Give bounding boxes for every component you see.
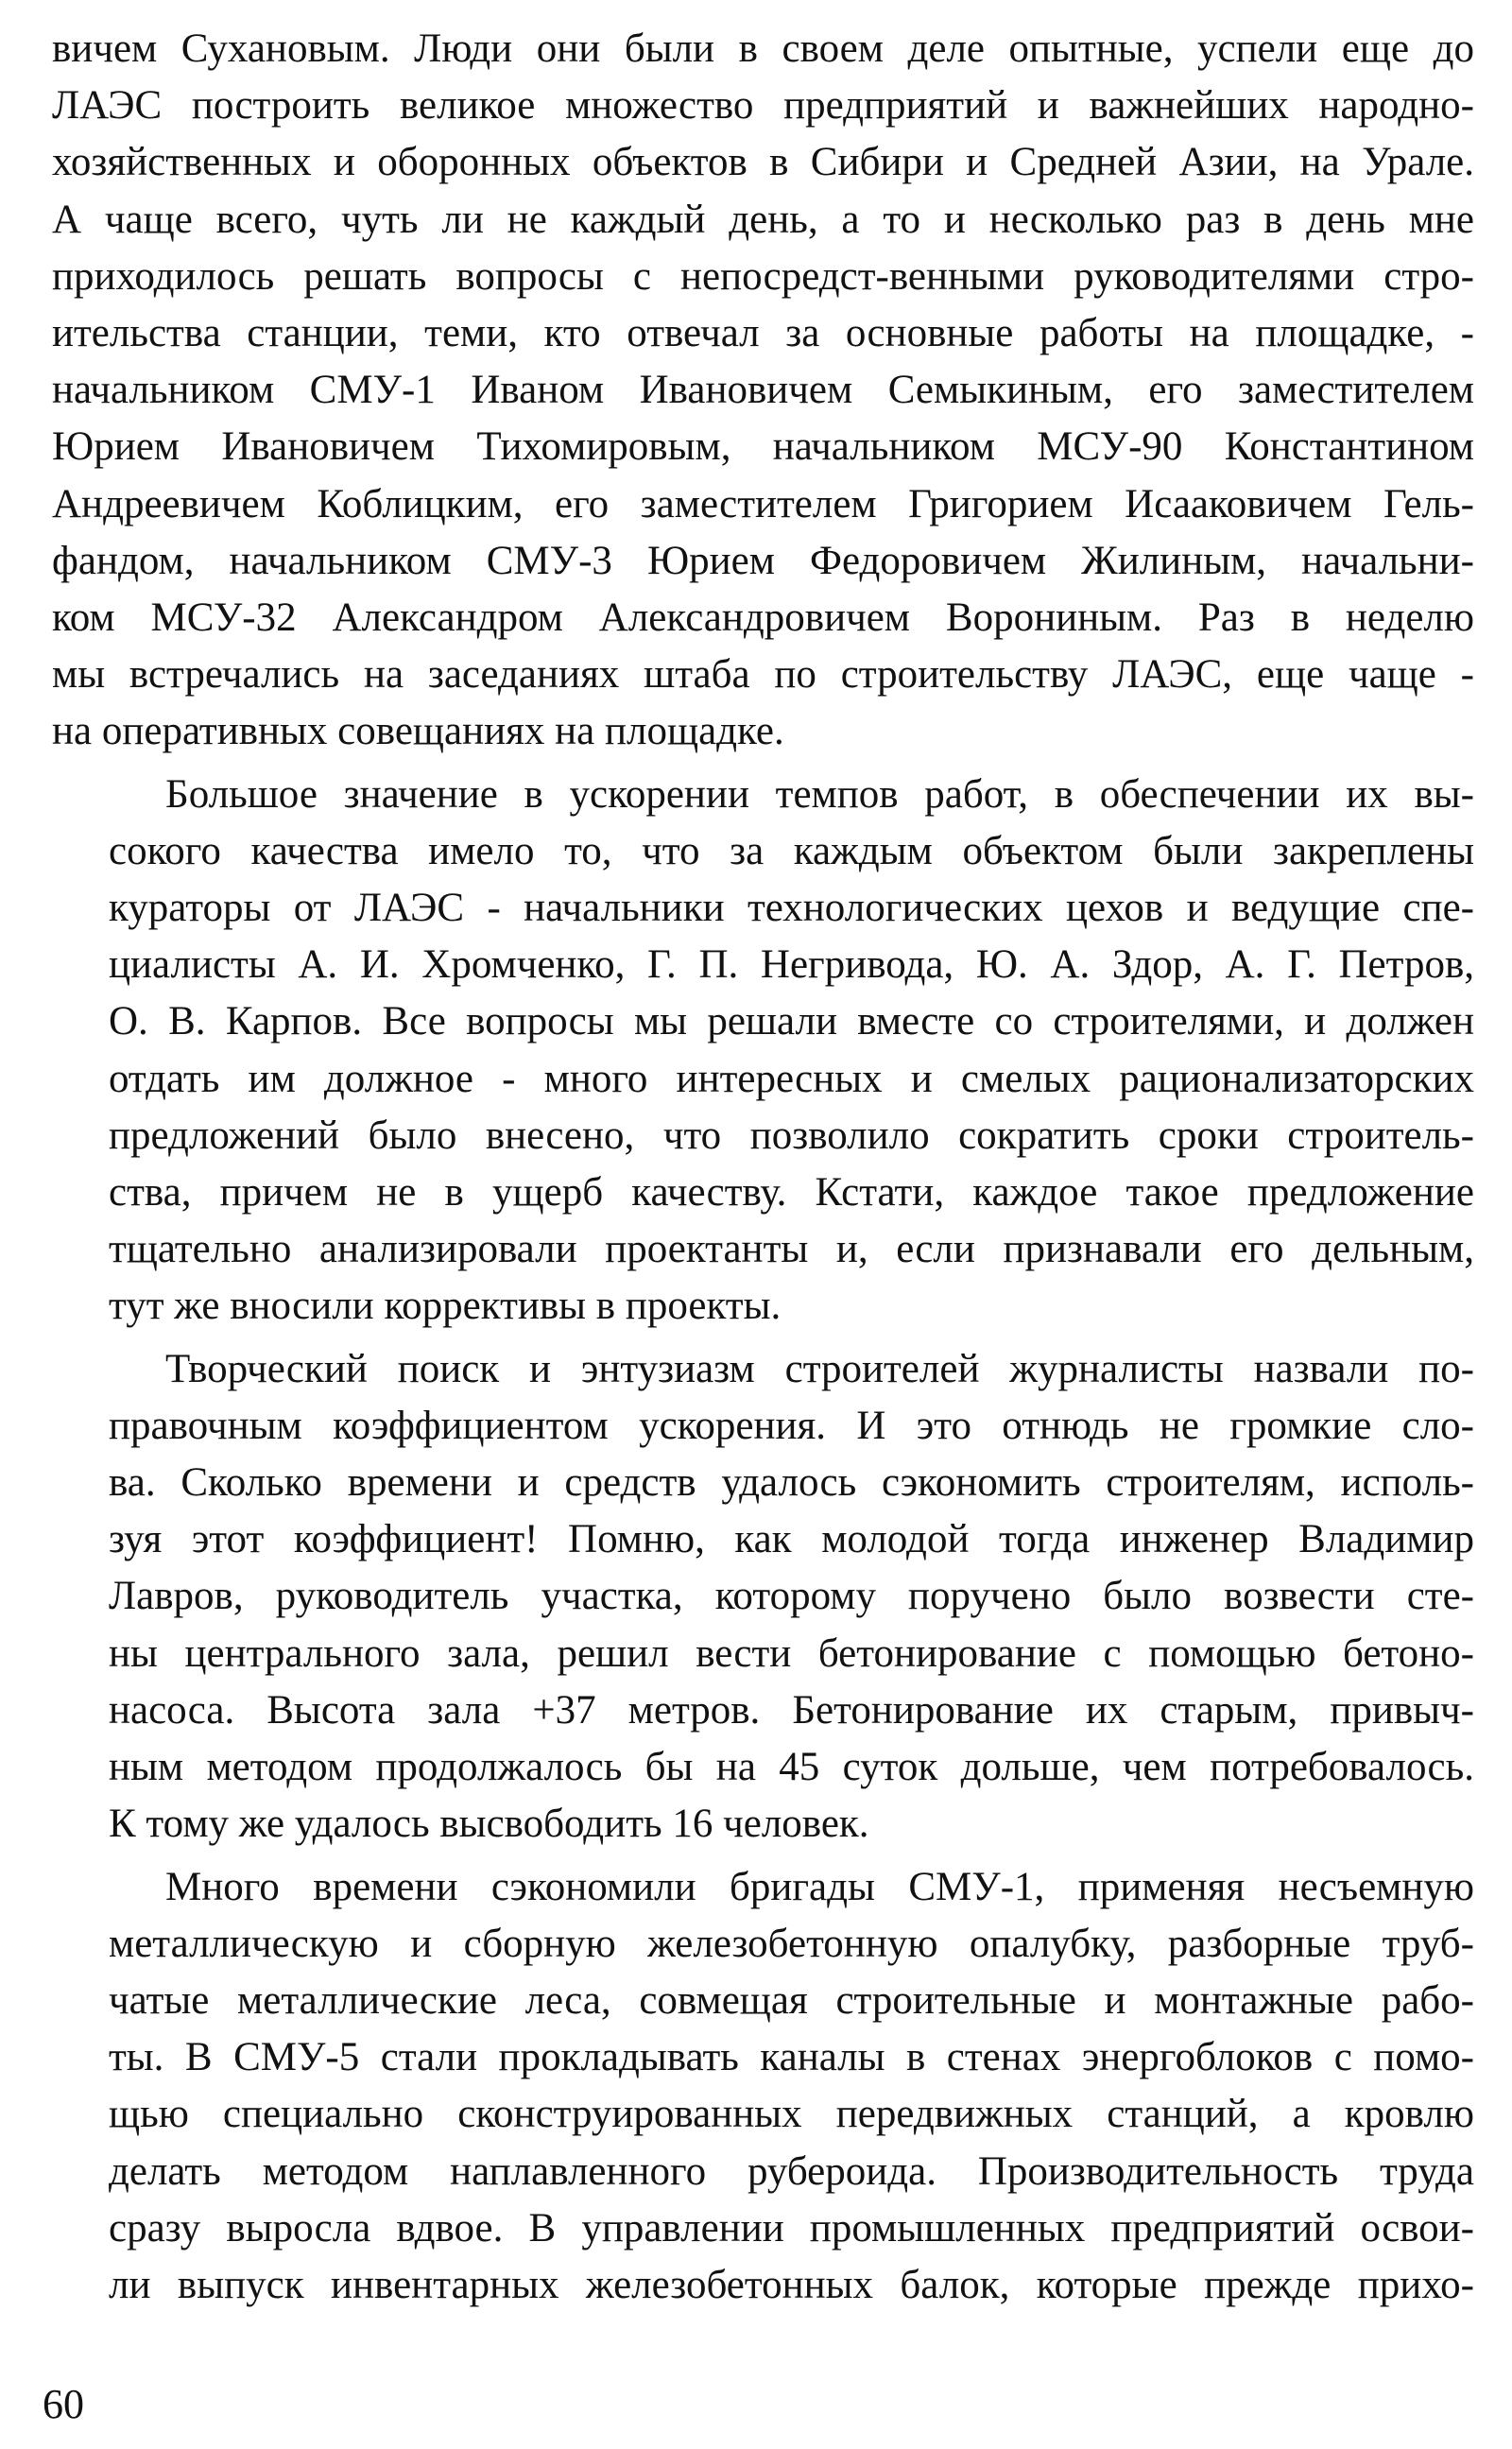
text-line: К тому же удалось высвободить 16 человек. <box>109 1802 869 1847</box>
text-line: предложений было внесено, что позволило сократить сроки строитель- <box>109 1112 1474 1158</box>
paragraph-4 <box>52 1859 1474 2315</box>
text-line: Андреевичем Коблицким, его заместителем Григорием Исааковичем Гель- <box>52 481 1474 526</box>
text-line: Творческий поиск и энтузиазм строителей журналисты назвали по- <box>165 1346 1474 1391</box>
text-line: ва. Сколько времени и средств удалось сэкономить строителям, исполь- <box>109 1460 1474 1506</box>
text-line: отдать им должное - много интересных и смелых рационализаторских <box>109 1056 1474 1101</box>
text-line: правочным коэффициентом ускорения. И это отнюдь не громкие сло- <box>109 1403 1474 1448</box>
text-line: приходилось решать вопросы с непосредст-венными руководителями стро- <box>52 253 1474 299</box>
text-line: мы встречались на заседаниях штаба по строительству ЛАЭС, еще чаще - <box>52 652 1474 698</box>
text-line: О. В. Карпов. Все вопросы мы решали вместе со строителями, и должен <box>109 999 1474 1044</box>
text-line: Юрием Ивановичем Тихомировым, начальником МСУ-90 Константином <box>52 424 1474 470</box>
text-line: металлическую и сборную железобетонную опалубку, разборные труб- <box>109 1921 1474 1966</box>
text-line: начальником СМУ-1 Иваном Ивановичем Семыкиным, его заместителем <box>52 368 1474 413</box>
text-line: циалисты А. И. Хромченко, Г. П. Негривода, Ю. А. Здор, А. Г. Петров, <box>109 942 1474 988</box>
text-line: Большое значение в ускорении темпов работ, в обеспечении их вы- <box>165 771 1474 817</box>
text-line: А чаще всего, чуть ли не каждый день, а то и несколько раз в день мне <box>52 197 1474 242</box>
paragraph-3 <box>52 1341 1474 1854</box>
text-line: ЛАЭС построить великое множество предприятий и важнейших народно- <box>52 83 1474 129</box>
text-line: фандом, начальником СМУ-3 Юрием Федоровичем Жилиным, начальни- <box>52 538 1474 583</box>
text-line: ты. В СМУ-5 стали прокладывать каналы в стенах энергоблоков с помо- <box>109 2035 1474 2080</box>
text-line: сразу выросла вдвое. В управлении промышленных предприятий освои- <box>109 2205 1474 2251</box>
text-line: ны центрального зала, решил вести бетонирование с помощью бетоно- <box>109 1630 1474 1676</box>
text-line: кураторы от ЛАЭС - начальники технологических цехов и ведущие спе- <box>109 886 1474 931</box>
text-line: ком МСУ-32 Александром Александровичем Ворониным. Раз в неделю <box>52 595 1474 641</box>
text-line: тут же вносили коррективы в проекты. <box>109 1284 782 1329</box>
text-line: вичем Сухановым. Люди они были в своем деле опытные, успели еще до <box>52 26 1474 71</box>
text-line: щью специально сконструированных передвижных станций, а кровлю <box>109 2092 1474 2137</box>
text-line: делать методом наплавленного рубероида. Производительность труда <box>109 2148 1474 2194</box>
text-line: на оперативных совещаниях на площадке. <box>52 709 784 754</box>
text-line: Лавров, руководитель участка, которому поручено было возвести сте- <box>109 1574 1474 1619</box>
text-line: ным методом продолжалось бы на 45 суток дольше, чем потребовалось. <box>109 1745 1474 1790</box>
paragraph-2 <box>52 767 1474 1336</box>
text-line: ства, причем не в ущерб качеству. Кстати, каждое такое предложение <box>109 1170 1474 1216</box>
text-line: хозяйственных и оборонных объектов в Сибири и Средней Азии, на Урале. <box>52 140 1474 185</box>
text-line: сокого качества имело то, что за каждым объектом были закреплены <box>109 828 1474 873</box>
body-text <box>52 21 1474 2320</box>
text-line: насоса. Высота зала +37 метров. Бетонирование их старым, привыч- <box>109 1687 1474 1733</box>
text-line: ительства станции, теми, кто отвечал за основные работы на площадке, - <box>52 311 1474 356</box>
text-line: чатые металлические леса, совмещая строительные и монтажные рабо- <box>109 1977 1474 2023</box>
text-line: ли выпуск инвентарных железобетонных балок, которые прежде прихо- <box>109 2262 1474 2307</box>
text-line: тщательно анализировали проектанты и, если признавали его дельным, <box>109 1227 1474 1272</box>
text-line: зуя этот коэффициент! Помню, как молодой тогда инженер Владимир <box>109 1517 1474 1562</box>
paragraph-1 <box>52 21 1474 761</box>
page-number: 60 <box>43 2381 84 2427</box>
text-line: Много времени сэкономили бригады СМУ-1, применяя несъемную <box>165 1864 1474 1909</box>
